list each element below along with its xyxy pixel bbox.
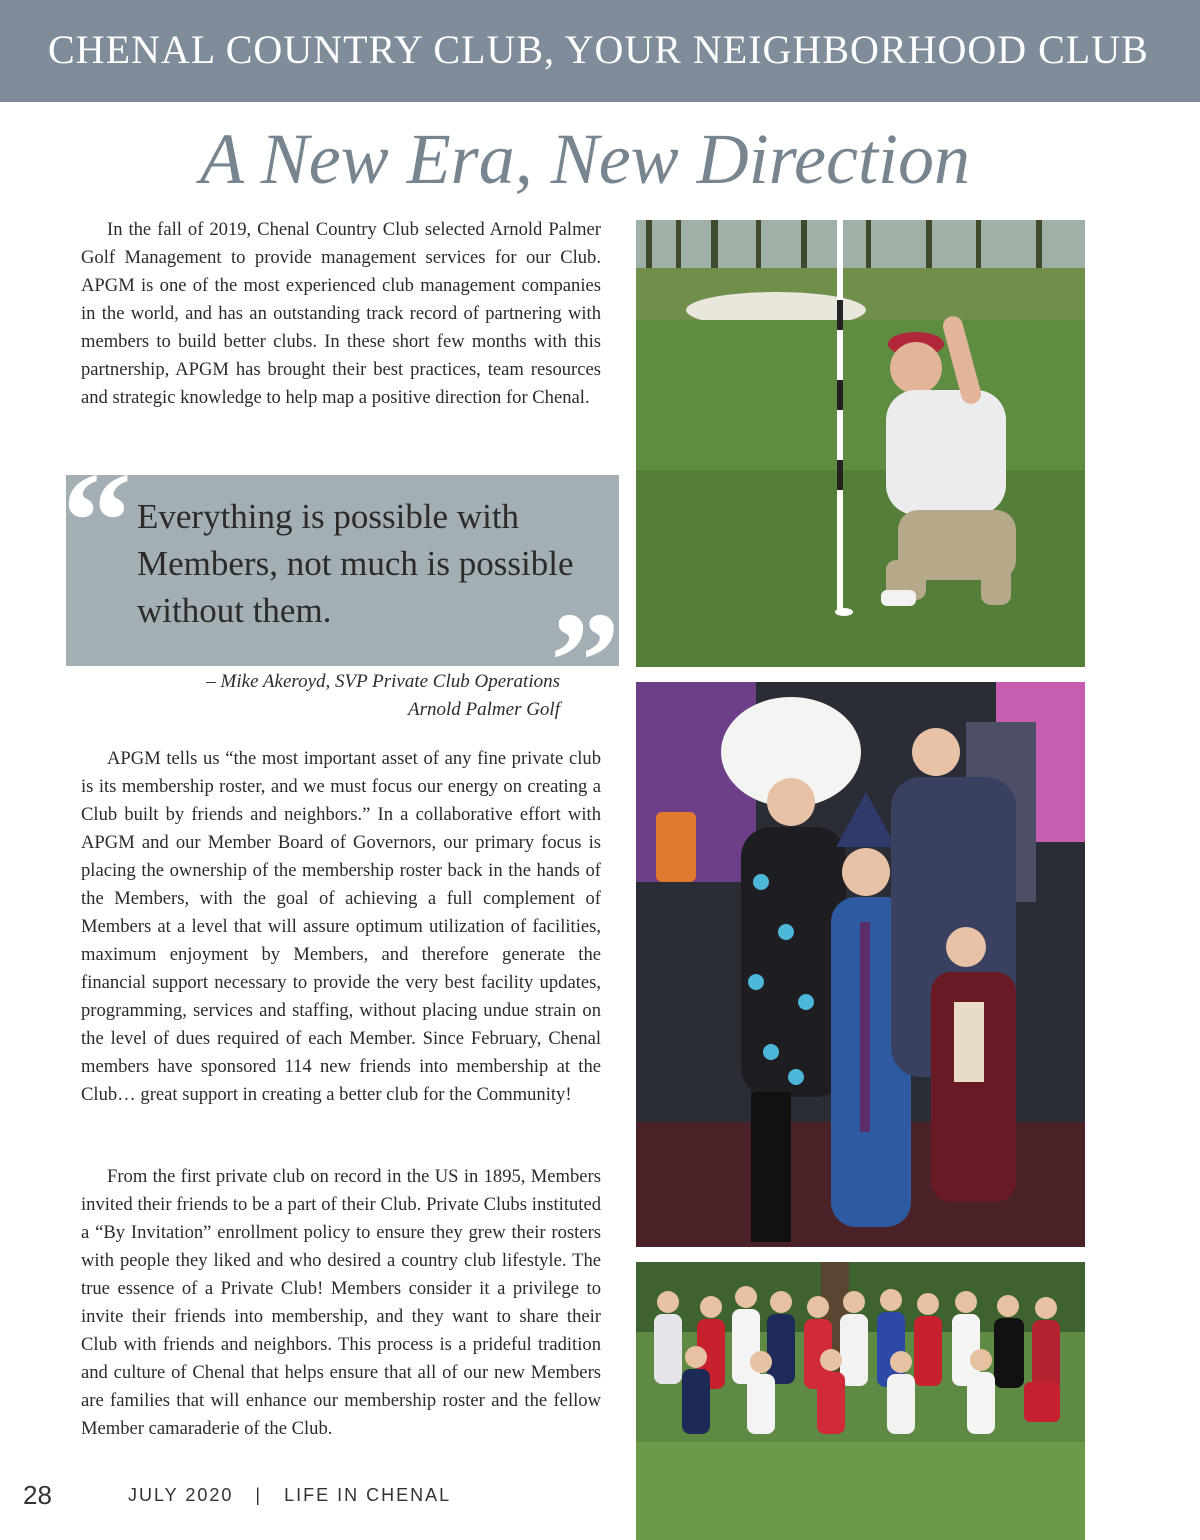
close-quote-mark: ” <box>550 584 620 739</box>
page-number: 28 <box>23 1480 52 1510</box>
attribution-name: – Mike Akeroyd, SVP Private Club Operations <box>206 671 560 692</box>
publication-name: LIFE IN CHENAL <box>284 1485 452 1505</box>
quote-attribution <box>100 668 560 724</box>
pull-quote-text: Everything is possible with Members, not much is possible without them. <box>137 497 574 630</box>
page-footer <box>128 1485 451 1506</box>
attribution-org: Arnold Palmer Golf <box>408 699 560 720</box>
article-headline: A New Era, New Direction <box>200 119 970 199</box>
article-paragraph-3: From the first private club on record in the US in 1895, Members invited their friends to be a part of their Club. Private Clubs instituted a “By Invitation” enrollment policy to ensure they grew their rosters with people they liked and who desired a country club lifestyle. The true essence of a Private Club! Members consider it a privilege to invite their friends into membership, and they want to share their Club with friends and neighbors. This process is a prideful tradition and culture of Chenal that helps ensure that all of our new Members are families that will enhance our membership roster and the fellow Member camaraderie of the Club. <box>81 1166 601 1439</box>
group-photo <box>636 1262 1085 1540</box>
article-paragraph-1: In the fall of 2019, Chenal Country Club selected Arnold Palmer Golf Management to provide management services for our Club. APGM is one of the most experienced club management companies in the world, and has an outstanding track record of partnering with members to build better clubs. In these short few months with this partnership, APGM has brought their best practices, team resources and strategic knowledge to help map a positive direction for Chenal. <box>81 219 601 408</box>
issue-date: JULY 2020 <box>128 1485 234 1505</box>
article-paragraph-2: APGM tells us “the most important asset of any fine private club is its membership roster, and we must focus our energy on creating a Club built by friends and neighbors.” In a collaborative effort with APGM and our Member Board of Governors, our primary focus is placing the ownership of the membership roster back in the hands of the Members, with the goal of achieving a full complement of Members at a level that will assure optimum utilization of facilities, maximum enjoyment by Members, and therefore generate the financial support necessary to provide the very best facility updates, programming, services and staffing, without placing undue strain on the level of dues required of each Member. Since February, Chenal members have sponsored 114 new friends into membership at the Club… great support in creating a better club for the Community! <box>81 748 601 1105</box>
footer-separator: | <box>255 1485 263 1505</box>
open-quote-mark: “ <box>62 444 132 599</box>
banner-title: CHENAL COUNTRY CLUB, YOUR NEIGHBORHOOD CLUB <box>48 27 1149 72</box>
header-banner <box>0 0 1200 102</box>
halloween-photo <box>636 682 1085 1247</box>
golfer-photo <box>636 220 1085 667</box>
